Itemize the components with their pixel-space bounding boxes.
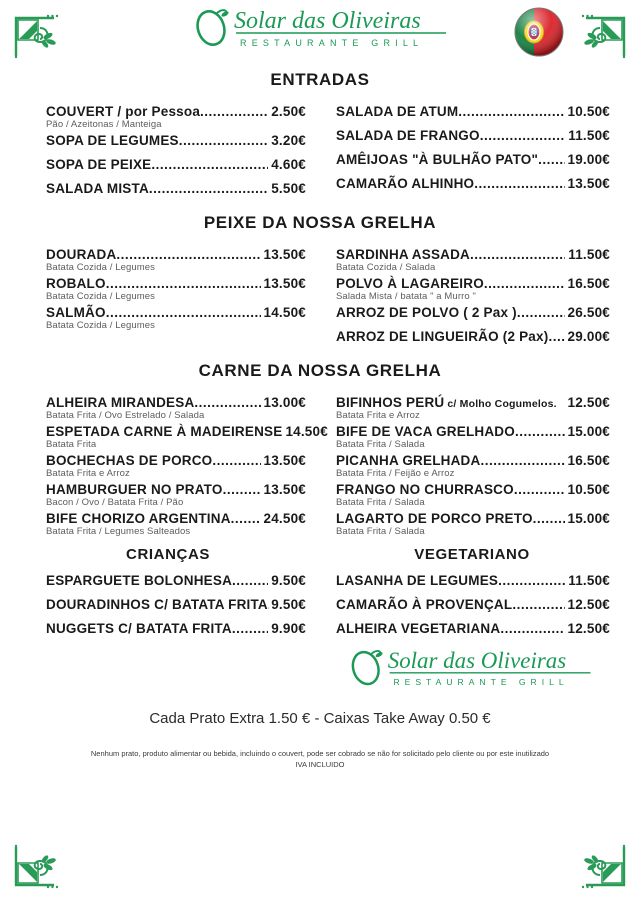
menu-item-line: [46, 453, 306, 468]
menu-item-line: [46, 104, 306, 119]
menu-item-line: [336, 395, 610, 410]
dot-leader: [474, 177, 564, 191]
menu-item-price: 16.50€: [567, 453, 610, 468]
corner-ornament-bottom-right: [578, 841, 630, 893]
menu-item-price: 12.50€: [567, 395, 610, 410]
menu-item-line: [336, 511, 610, 526]
menu-item-name: SOPA DE PEIXE: [46, 157, 152, 172]
menu-item-line: [336, 424, 610, 439]
menu-item-line: [46, 247, 306, 262]
menu-item-name: SOPA DE LEGUMES: [46, 133, 179, 148]
menu-item-price: 15.00€: [567, 424, 610, 439]
section-title-peixe: PEIXE DA NOSSA GRELHA: [203, 213, 437, 232]
menu-item: [336, 247, 610, 273]
footer-logo-wrap: [0, 647, 640, 696]
menu-item: [46, 482, 306, 508]
menu-item-description: Batata Frita e Arroz: [336, 410, 420, 421]
dot-leader: [106, 306, 261, 320]
menu-item-name: BIFE CHORIZO ARGENTINA: [46, 511, 231, 526]
dot-leader: [223, 483, 261, 497]
menu-item-line: [336, 482, 610, 497]
sub-section-column-right: [320, 573, 624, 645]
menu-item-line: [46, 482, 306, 497]
menu-item: [46, 181, 306, 196]
menu-item: [46, 104, 306, 130]
menu-item-name: SARDINHA ASSADA: [336, 247, 471, 262]
menu-item-name: HAMBURGUER NO PRATO: [46, 482, 223, 497]
menu-item: [46, 453, 306, 479]
dot-leader: [538, 153, 564, 167]
menu-item-line: [46, 276, 306, 291]
menu-item: [336, 104, 610, 119]
menu-item-price: 13.50€: [567, 176, 610, 191]
menu-item-name: AMÊIJOAS "À BULHÃO PATO": [336, 152, 539, 167]
menu-item-description: Batata Frita / Salada: [336, 526, 425, 537]
menu-item-price: 14.50€: [285, 424, 328, 439]
dot-leader: [458, 105, 564, 119]
menu-item: [46, 621, 306, 636]
menu-item-price: 4.60€: [271, 157, 306, 172]
menu-item: [46, 573, 306, 588]
menu-item-description: Batata Cozida / Legumes: [46, 262, 155, 273]
menu-item-line: [46, 573, 306, 588]
menu-item-line: [46, 181, 306, 196]
menu-item-line: [46, 511, 306, 526]
sub-section-title-right: VEGETARIANO: [414, 546, 530, 563]
dot-leader: [512, 598, 564, 612]
menu-item-line: [46, 305, 306, 320]
menu-item-name: LAGARTO DE PORCO PRETO: [336, 511, 533, 526]
menu-item-name: SALADA DE ATUM: [336, 104, 459, 119]
menu-item-price: 3.20€: [271, 133, 306, 148]
sub-section-titles: [0, 540, 640, 573]
section-columns-carne: [0, 395, 640, 540]
menu-item: [336, 176, 610, 191]
menu-item-description: Batata Cozida / Legumes: [46, 291, 155, 302]
dot-leader: [533, 512, 565, 526]
dot-leader: [484, 277, 565, 291]
section-title-carne: CARNE DA NOSSA GRELHA: [198, 361, 442, 380]
dot-leader: [548, 330, 564, 344]
dot-leader: [151, 158, 268, 172]
menu-item-price: 12.50€: [567, 597, 610, 612]
menu-item-price: 13.50€: [263, 453, 306, 468]
menu-item-name: ALHEIRA MIRANDESA: [46, 395, 195, 410]
menu-item-line: [336, 573, 610, 588]
dot-leader: [500, 622, 564, 636]
menu-item-name: CAMARÃO À PROVENÇAL: [336, 597, 513, 612]
menu-item-line: [336, 247, 610, 262]
logo-tagline-footer: RESTAURANTE GRILL: [393, 677, 569, 688]
dot-leader: [470, 248, 565, 262]
menu-item: [336, 511, 610, 537]
dot-leader: [498, 574, 565, 588]
menu-item-line: [336, 152, 610, 167]
menu-item-price: 13.50€: [263, 247, 306, 262]
menu-item-line: [46, 424, 328, 439]
menu-item: [46, 247, 306, 273]
dot-leader: [106, 277, 261, 291]
menu-item-name: BIFE DE VACA GRELHADO: [336, 424, 515, 439]
menu-item-line: [336, 305, 610, 320]
menu-item: [336, 329, 610, 344]
dot-leader: [200, 105, 268, 119]
menu-item-price: 13.50€: [263, 276, 306, 291]
menu-item-line: [336, 453, 610, 468]
menu-item-price: 29.00€: [567, 329, 610, 344]
menu-item-line: [46, 133, 306, 148]
menu-item: [336, 453, 610, 479]
menu-item-line: [336, 329, 610, 344]
dot-leader: [517, 306, 565, 320]
menu-item: [46, 157, 306, 172]
dot-leader: [480, 454, 564, 468]
dot-leader: [212, 454, 260, 468]
section-title-entradas: ENTRADAS: [270, 70, 370, 89]
menu-item-line: [336, 276, 610, 291]
menu-item-name: ALHEIRA VEGETARIANA: [336, 621, 501, 636]
menu-item: [336, 305, 610, 320]
dot-leader: [116, 248, 260, 262]
extra-plate-note: Cada Prato Extra 1.50 € - Caixas Take Away 0.50 €: [149, 710, 491, 727]
menu-item: [46, 511, 306, 537]
menu-header: [0, 0, 640, 62]
menu-item: [46, 424, 328, 450]
dot-leader: [480, 129, 566, 143]
menu-item: [46, 133, 306, 148]
menu-item-description: Batata Frita / Salada: [336, 497, 425, 508]
sub-section-title-left: CRIANÇAS: [126, 546, 210, 563]
menu-item-line: [46, 395, 306, 410]
menu-item-name: ARROZ DE LINGUEIRÃO (2 Pax): [336, 329, 549, 344]
dot-leader: [149, 182, 268, 196]
restaurant-logo-footer: [345, 647, 595, 696]
menu-item-name: DOURADINHOS C/ BATATA FRITA: [46, 597, 268, 612]
menu-item-name: SALADA MISTA: [46, 181, 149, 196]
menu-item-price: 13.00€: [263, 395, 306, 410]
section-column-right: [320, 247, 624, 353]
menu-item-name: CAMARÃO ALHINHO: [336, 176, 475, 191]
dot-leader: [231, 512, 261, 526]
menu-item-name: BOCHECHAS DE PORCO: [46, 453, 213, 468]
menu-item: [336, 424, 610, 450]
section-columns-peixe: [0, 247, 640, 353]
menu-item-line: [336, 104, 610, 119]
menu-item-price: 24.50€: [263, 511, 306, 526]
menu-item-description: Batata Frita / Feijão e Arroz: [336, 468, 455, 479]
menu-item-description: Batata Cozida / Salada: [336, 262, 436, 273]
menu-sections: [0, 70, 640, 540]
logo-wordmark: Solar das Oliveiras: [234, 7, 421, 34]
menu-item-line: [336, 176, 610, 191]
menu-item-name: ROBALO: [46, 276, 106, 291]
menu-item-price: 10.50€: [567, 104, 610, 119]
menu-item-line: [336, 597, 610, 612]
menu-item: [336, 573, 610, 588]
dot-leader: [514, 483, 565, 497]
menu-item-suffix: c/ Molho Cogumelos.: [447, 398, 557, 410]
menu-item: [46, 276, 306, 302]
menu-item-description: Batata Frita / Ovo Estrelado / Salada: [46, 410, 205, 421]
section-column-right: [320, 104, 624, 205]
sub-section-columns: [0, 573, 640, 645]
menu-item-description: Batata Frita / Legumes Salteados: [46, 526, 191, 537]
corner-ornament-bottom-left: [10, 841, 62, 893]
section-column-left: [16, 247, 320, 353]
section-column-right: [320, 395, 624, 540]
menu-item: [46, 597, 306, 612]
menu-item-line: [336, 621, 610, 636]
menu-item: [336, 482, 610, 508]
sub-section-column-left: [16, 573, 320, 645]
menu-item-price: 26.50€: [567, 305, 610, 320]
dot-leader: [515, 425, 565, 439]
menu-item-price: 11.50€: [568, 247, 610, 262]
menu-item-price: 9.50€: [271, 573, 306, 588]
menu-item-description: Batata Frita: [46, 439, 97, 450]
menu-item-name: SALADA DE FRANGO: [336, 128, 480, 143]
restaurant-logo: [190, 6, 450, 57]
legal-disclaimer: [0, 749, 640, 771]
legal-line-2: IVA INCLUIDO: [295, 759, 345, 769]
menu-item-price: 19.00€: [567, 152, 610, 167]
menu-item-description: Batata Cozida / Legumes: [46, 320, 155, 331]
menu-item-line: [46, 621, 306, 636]
menu-item-description: Batata Frita / Salada: [336, 439, 425, 450]
menu-item-name: ESPETADA CARNE À MADEIRENSE: [46, 424, 283, 439]
menu-item-price: 16.50€: [567, 276, 610, 291]
menu-item-description: Salada Mista / batata " a Murro ": [336, 291, 476, 302]
section-columns-entradas: [0, 104, 640, 205]
menu-item-line: [46, 157, 306, 172]
menu-item-price: 11.50€: [568, 573, 610, 588]
menu-item-name: SALMÃO: [46, 305, 106, 320]
section-column-left: [16, 395, 328, 540]
menu-item-line: [336, 128, 610, 143]
menu-item-name: NUGGETS C/ BATATA FRITA: [46, 621, 232, 636]
menu-item: [336, 395, 610, 421]
menu-item: [336, 276, 610, 302]
dot-leader: [232, 574, 268, 588]
menu-item-price: 10.50€: [567, 482, 610, 497]
menu-item: [336, 597, 610, 612]
menu-item-price: 13.50€: [263, 482, 306, 497]
portugal-flag-icon: [513, 6, 565, 58]
menu-item-description: Bacon / Ovo / Batata Frita / Pão: [46, 497, 184, 508]
menu-item-name: FRANGO NO CHURRASCO: [336, 482, 514, 497]
menu-item: [336, 152, 610, 167]
menu-item-name: BIFINHOS PERÚ: [336, 395, 445, 410]
menu-item-price: 9.50€: [271, 597, 306, 612]
menu-item-price: 9.90€: [271, 621, 306, 636]
menu-item-price: 14.50€: [263, 305, 306, 320]
dot-leader: [232, 622, 268, 636]
menu-item-name: POLVO À LAGAREIRO: [336, 276, 484, 291]
menu-item: [336, 621, 610, 636]
section-column-left: [16, 104, 320, 205]
menu-item-price: 15.00€: [567, 511, 610, 526]
dot-leader: [179, 134, 268, 148]
menu-item-price: 2.50€: [271, 104, 306, 119]
logo-tagline: RESTAURANTE GRILL: [240, 37, 424, 48]
menu-item-line: [46, 597, 306, 612]
menu-item: [46, 305, 306, 331]
menu-item-name: LASANHA DE LEGUMES: [336, 573, 499, 588]
dot-leader: [194, 396, 260, 410]
menu-item-name: DOURADA: [46, 247, 117, 262]
menu-item-name: ESPARGUETE BOLONHESA: [46, 573, 233, 588]
menu-item-name: PICANHA GRELHADA: [336, 453, 481, 468]
menu-item-price: 11.50€: [568, 128, 610, 143]
menu-item: [46, 395, 306, 421]
menu-item: [336, 128, 610, 143]
logo-wordmark-footer: Solar das Oliveiras: [387, 648, 567, 674]
menu-item-name: COUVERT / por Pessoa: [46, 104, 201, 119]
menu-item-description: Pão / Azeitonas / Manteiga: [46, 119, 162, 130]
menu-item-name: ARROZ DE POLVO ( 2 Pax ): [336, 305, 517, 320]
menu-item-price: 5.50€: [271, 181, 306, 196]
legal-line-1: Nenhum prato, produto alimentar ou bebida, incluindo o couvert, pode ser cobrado se não for solicitado pelo cliente ou por este inutilizado: [90, 749, 550, 758]
menu-item-price: 12.50€: [567, 621, 610, 636]
menu-item-description: Batata Frita e Arroz: [46, 468, 130, 479]
